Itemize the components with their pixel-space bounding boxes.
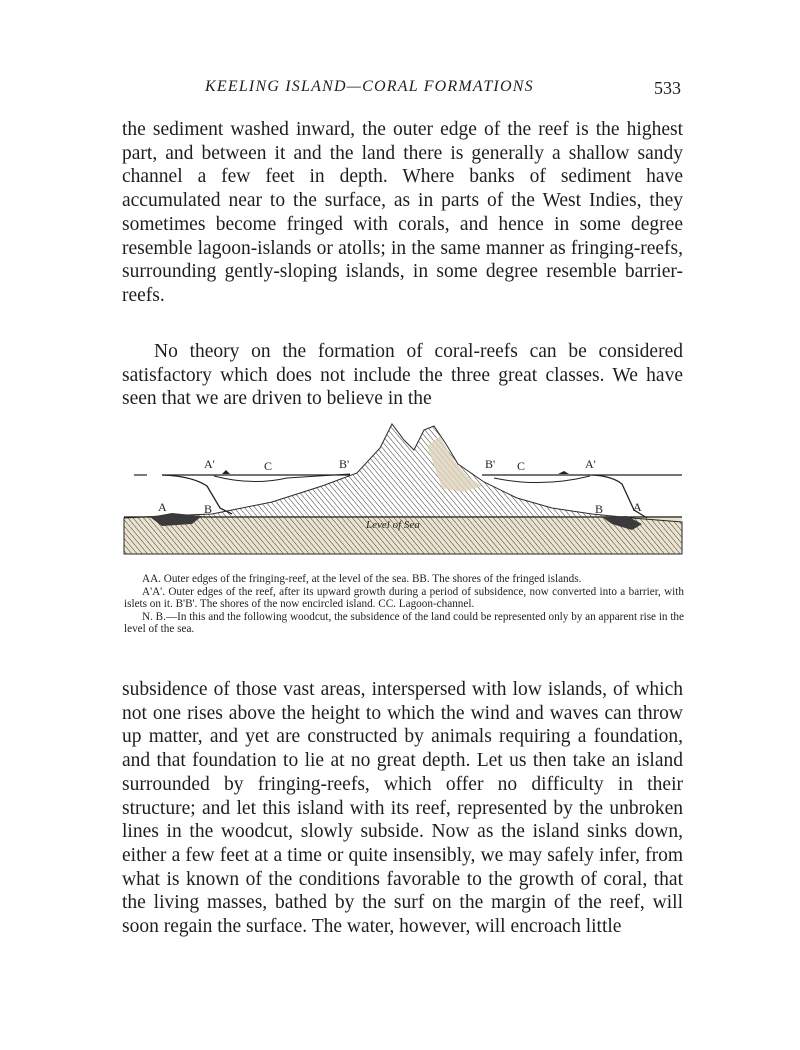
label-c-right: C bbox=[517, 459, 526, 473]
paragraph-2: No theory on the formation of coral-reefs can be considered satisfactory which does not include the three great classes. We have seen that we are driven to believe in the bbox=[122, 341, 683, 410]
lagoon-channel-right bbox=[494, 476, 590, 483]
label-c-left: C bbox=[264, 459, 273, 473]
label-b-left: B bbox=[204, 502, 213, 516]
paragraph-3: subsidence of those vast areas, interspersed with low islands, of which not one rises above the height to which the wind and waves can throw up matter, and yet are constructed by animals requiring a foundation, and that foundation to lie at no great depth. Let us then take an island surrounded by fringing-reefs, which offer no difficulty in their structure; and let this island with its reef, represented by the unbroken lines in the woodcut, slowly subside. Now as the island sinks down, either a few feet at a time or quite insensibly, we may safely infer, from what is known of the conditions favorable to the growth of coral, that the living masses, bathed by the surf on the margin of the reef, will soon regain the surface. The water, however, will encroach little bbox=[122, 679, 683, 938]
woodcut-figure bbox=[122, 418, 684, 560]
label-a-right: A bbox=[633, 500, 642, 514]
caption-line-1: AA. Outer edges of the fringing-reef, at the level of the sea. BB. The shores of the fringed islands. bbox=[142, 573, 582, 585]
label-b-prime-left: B' bbox=[339, 457, 350, 471]
caption-line-2: A'A'. Outer edges of the reef, after its upward growth during a period of subsidence, now converted into a barrier, with islets on it. B'B'. The shores of the now encircled island. CC. Lagoon-channel. bbox=[124, 585, 684, 611]
caption-line-3: N. B.—In this and the following woodcut, the subsidence of the land could be represented only by an apparent rise in the level of the sea. bbox=[124, 610, 684, 636]
page-number: 533 bbox=[654, 78, 681, 98]
running-head: KEELING ISLAND—CORAL FORMATIONS bbox=[205, 78, 534, 95]
paragraph-1: the sediment washed inward, the outer edge of the reef is the highest part, and between it and the land there is generally a shallow sandy channel a few feet in depth. Where banks of sediment have accumulated near to the surface, as in parts of the West Indies, they sometimes become fringed with corals, and hence in some degree resemble lagoon-islands or atolls; in the same manner as fringing-reefs, surrounding gently-sloping islands, in some degree resemble barrier-reefs. bbox=[122, 119, 683, 306]
islet-right bbox=[558, 471, 569, 474]
label-sea-level: Level of Sea bbox=[366, 519, 420, 531]
page-header bbox=[205, 78, 685, 102]
label-a-prime-left: A' bbox=[204, 457, 215, 471]
label-a-prime-right: A' bbox=[585, 457, 596, 471]
reef-diagram bbox=[122, 418, 684, 560]
label-b-right: B bbox=[595, 502, 604, 516]
label-a-left: A bbox=[158, 500, 167, 514]
island-land bbox=[124, 424, 682, 554]
barrier-reef-left bbox=[162, 475, 232, 514]
figure-caption bbox=[124, 573, 684, 636]
islet-left bbox=[222, 470, 230, 474]
label-b-prime-right: B' bbox=[485, 457, 496, 471]
